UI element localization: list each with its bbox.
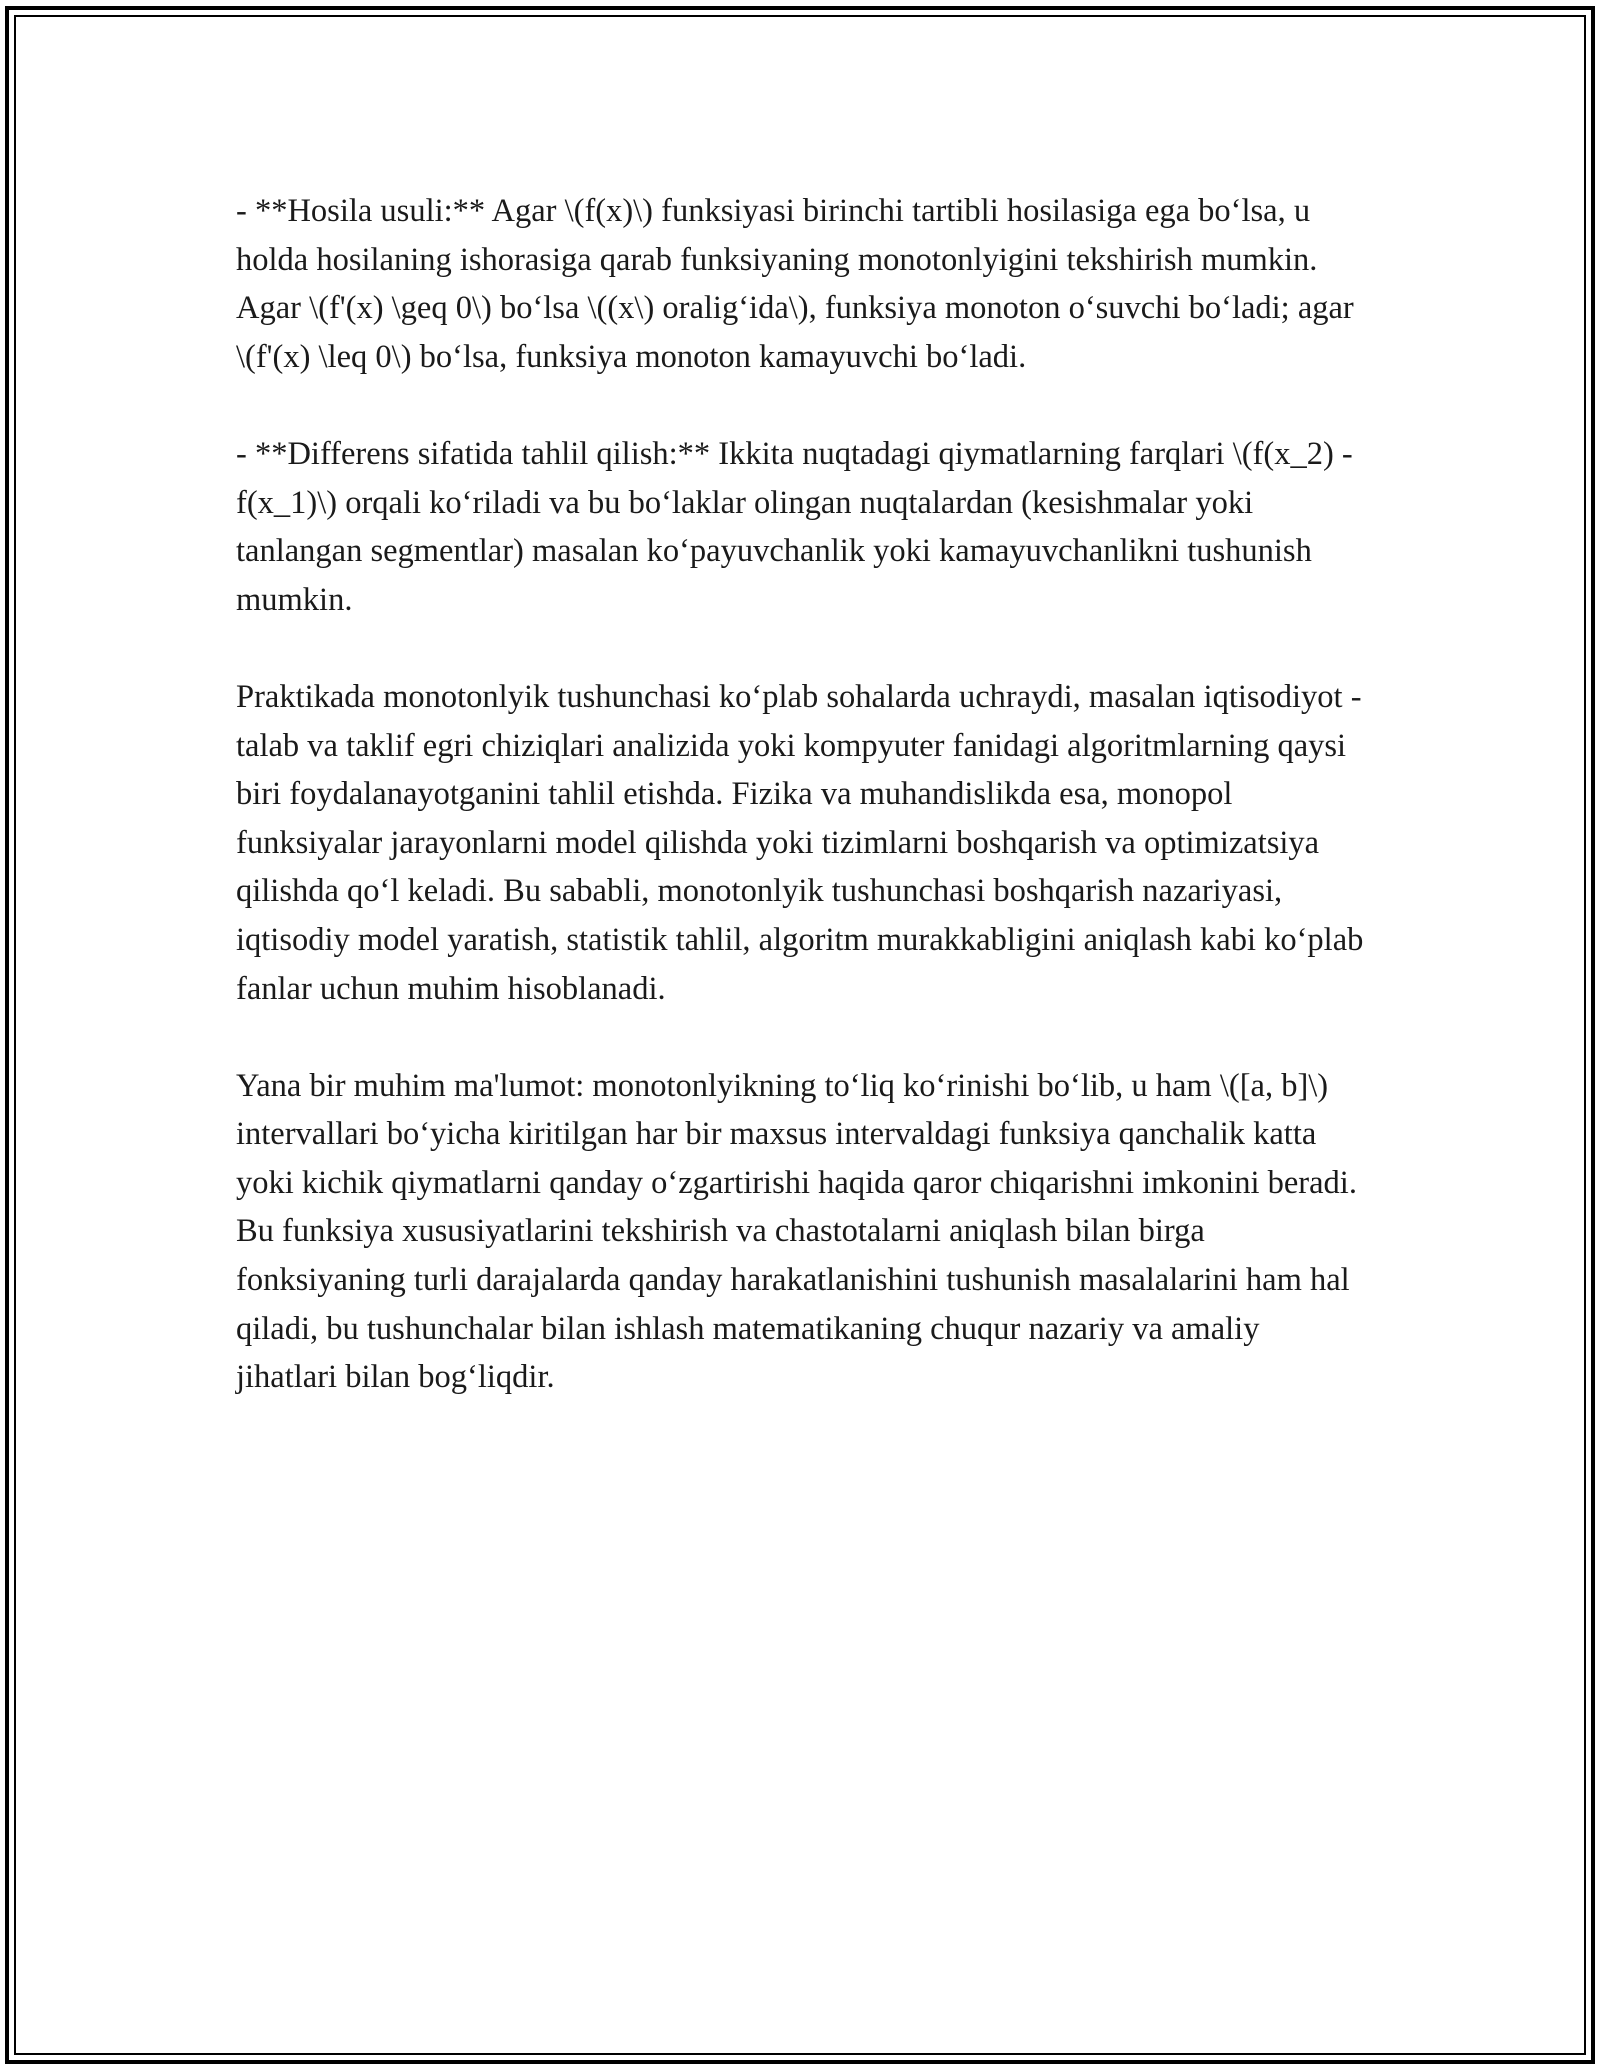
paragraph-hosila-usuli: - **Hosila usuli:** Agar \(f(x)\) funksiyasi birinchi tartibli hosilasiga ega bo‘lsa, u holda hosilaning ishorasiga qarab funksiyaning monotonlyigini tekshirish mumkin. Agar \(f'(x) \geq 0\) bo‘lsa \((x\) oralig‘ida\), funksiya monoton o‘suvchi bo‘ladi; agar \(f'(x) \leq 0\) bo‘lsa, funksiya monoton kamayuvchi bo‘ladi. [236,193,1354,375]
paragraph-muhim-malumot: Yana bir muhim ma'lumot: monotonlyikning to‘liq ko‘rinishi bo‘lib, u ham \([a, b]\) intervallari bo‘yicha kiritilgan har bir maxsus intervaldagi funksiya qanchalik katta yoki kichik qiymatlarni qanday o‘zgartirishi haqida qaror chiqarishni imkonini beradi. Bu funksiya xususiyatlarini tekshirish va chastotalarni aniqlash bilan birga fonksiyaning turli darajalarda qanday harakatlanishini tushunish masalalarini ham hal qiladi, bu tushunchalar bilan ishlash matematikaning chuqur nazariy va amaliy jihatlari bilan bog‘liqdir. [236,1067,1357,1396]
document-body [236,187,1366,1450]
paragraph-differens-tahlil: - **Differens sifatida tahlil qilish:** Ikkita nuqtadagi qiymatlarning farqlari \(f(x_2) - f(x_1)\) orqali ko‘riladi va bu bo‘laklar olingan nuqtalardan (kesishmalar yoki tanlangan segmentlar) masalan ko‘payuvchanlik yoki kamayuvchanlikni tushunish mumkin. [236,435,1353,618]
paragraph-praktika: Praktikada monotonlyik tushunchasi ko‘plab sohalarda uchraydi, masalan iqtisodiyot - talab va taklif egri chiziqlari analizida yoki kompyuter fanidagi algoritmlarning qaysi biri foydalanayotganini tahlil etishda. Fizika va muhandislikda esa, monopol funksiyalar jarayonlarni model qilishda yoki tizimlarni boshqarish va optimizatsiya qilishda qo‘l keladi. Bu sababli, monotonlyik tushunchasi boshqarish nazariyasi, iqtisodiy model yaratish, statistik tahlil, algoritm murakkabligini aniqlash kabi ko‘plab fanlar uchun muhim hisoblanadi. [236,678,1364,1007]
